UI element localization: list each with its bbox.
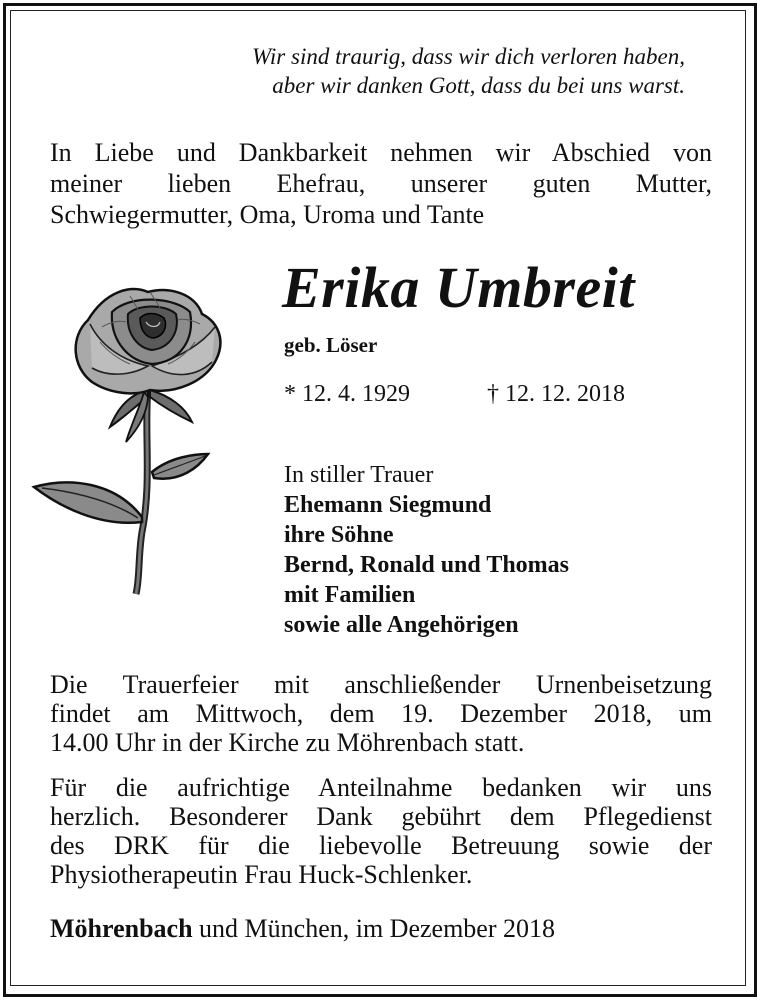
closing-line <box>50 914 555 944</box>
ceremony-line-1: Die Trauerfeier mit anschließender Urnenbeisetzung <box>50 670 712 699</box>
intro-line-1: In Liebe und Dankbarkeit nehmen wir Abschied von <box>50 138 712 167</box>
thanks-paragraph <box>50 773 712 889</box>
thanks-line-2: herzlich. Besonderer Dank gebührt dem Pflegedienst <box>50 802 712 831</box>
motto-line-1: Wir sind traurig, dass wir dich verloren haben, <box>252 44 685 69</box>
intro-paragraph <box>50 137 712 230</box>
motto-line-2: aber wir danken Gott, dass du bei uns warst. <box>272 73 685 98</box>
intro-line-2: meiner lieben Ehefrau, unserer guten Mutter, <box>50 169 712 198</box>
mourner-line: ihre Söhne <box>284 522 394 548</box>
thanks-line-3: des DRK für die liebevolle Betreuung sowie der <box>50 831 712 860</box>
intro-line-3: Schwiegermutter, Oma, Uroma und Tante <box>50 200 485 229</box>
closing-rest: und München, im Dezember 2018 <box>192 914 555 943</box>
life-dates <box>284 381 664 408</box>
mourner-line: Bernd, Ronald und Thomas <box>284 552 569 578</box>
closing-place: Möhrenbach <box>50 914 193 943</box>
death-date: † 12. 12. 2018 <box>487 381 625 407</box>
birth-name: geb. Löser <box>284 333 378 357</box>
deceased-name: Erika Umbreit <box>282 255 635 320</box>
mourner-line: mit Familien <box>284 582 416 608</box>
mourners-intro: In stiller Trauer <box>284 462 434 488</box>
mourner-line: sowie alle Angehörigen <box>284 612 519 638</box>
rose-icon <box>30 282 245 597</box>
mourner-line: Ehemann Siegmund <box>284 492 492 518</box>
thanks-line-4: Physiotherapeutin Frau Huck-Schlenker. <box>50 860 473 889</box>
motto-quote <box>150 42 685 100</box>
ceremony-line-3: 14.00 Uhr in der Kirche zu Möhrenbach statt. <box>50 728 525 757</box>
ceremony-line-2: findet am Mittwoch, dem 19. Dezember 2018, um <box>50 699 712 728</box>
thanks-line-1: Für die aufrichtige Anteilnahme bedanken wir uns <box>50 773 712 802</box>
mourners-block <box>284 460 569 640</box>
birth-date: * 12. 4. 1929 <box>284 381 410 407</box>
ceremony-paragraph <box>50 670 712 757</box>
